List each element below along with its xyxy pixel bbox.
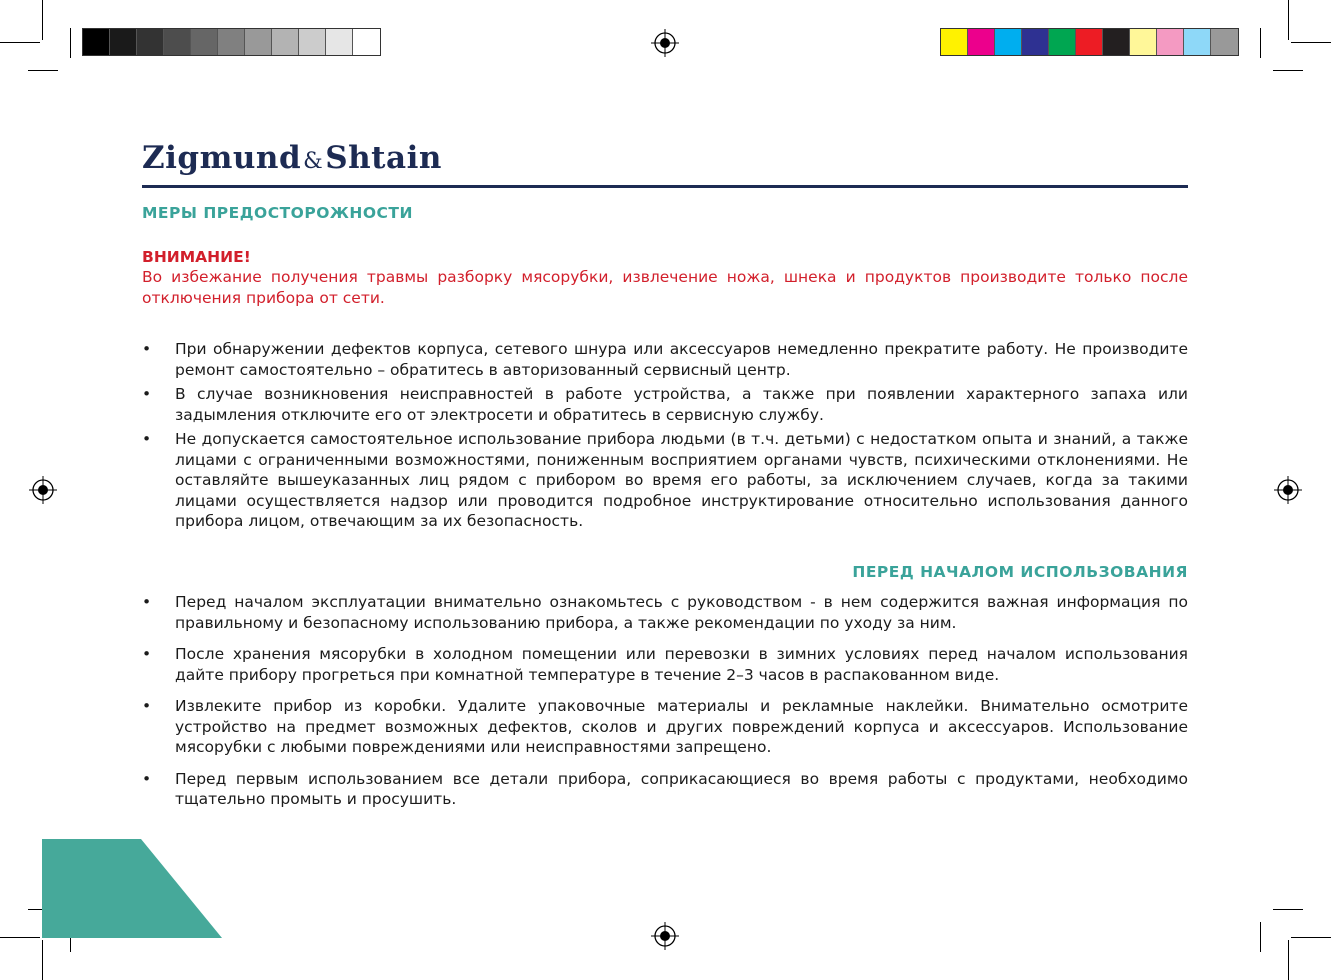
crop-mark [1260,922,1261,952]
gray-swatch [137,29,164,55]
registration-mark-icon [29,476,57,504]
section-title-before-use: ПЕРЕД НАЧАЛОМ ИСПОЛЬЗОВАНИЯ [852,562,1188,581]
bullet-icon: • [142,385,152,403]
gray-swatch [164,29,191,55]
warning-text: Во избежание получения травмы разборку мясорубки, извлечение ножа, шнека и продуктов производите только после отключения прибора от сети. [142,268,1188,307]
list-item [142,592,1188,633]
crop-mark [42,940,43,980]
gray-swatch [272,29,299,55]
grayscale-calibration-strip [82,28,381,56]
list-item-text: Не допускается самостоятельное использование прибора людьми (в т.ч. детьми) с недостатком опыта и знаний, а также лицами с ограниченными возможностями, пониженным восприятием органами чувств, психическими отклонениями. Не оставляйте вышеуказанных лиц рядом с прибором во время его работы, за исключением случаев, когда за такими лицами осуществляется надзор или проводится подробное инструктирование относительно использования данного прибора лицом, отвечающим за их безопасность. [175,430,1188,530]
color-swatch [1157,29,1184,55]
color-swatch [1076,29,1103,55]
list-item [142,384,1188,425]
gray-swatch [218,29,245,55]
color-swatch [1184,29,1211,55]
crop-mark [1291,42,1331,43]
list-item [142,429,1188,532]
logo-part1: Zigmund [142,140,302,176]
registration-mark-icon [651,922,679,950]
before-use-list [142,592,1188,810]
crop-mark [0,42,40,43]
gray-swatch [83,29,110,55]
bullet-icon: • [142,769,152,788]
bullet-icon: • [142,697,152,715]
gray-swatch [299,29,326,55]
bullet-icon: • [142,430,152,448]
logo-part2: Shtain [325,140,442,176]
color-swatch [995,29,1022,55]
list-item-text: Перед первым использованием все детали прибора, соприкасающиеся во время работы с продуктами, необходимо тщательно промыть и просушить. [175,769,1188,808]
list-item-text: В случае возникновения неисправностей в работе устройства, а также при появлении характерного запаха или задымления отключите его от электросети и обратитесь в сервисную службу. [175,385,1188,424]
list-item [142,696,1188,758]
gray-swatch [110,29,137,55]
list-item-text: Извлеките прибор из коробки. Удалите упаковочные материалы и рекламные наклейки. Внимательно осмотрите устройство на предмет возможных дефектов, сколов и других повреждений корпуса и аксессуаров. Использование мясорубки с любыми повреждениями или неисправностями запрещено. [175,697,1188,756]
list-item [142,769,1188,810]
color-calibration-strip [940,28,1239,56]
warning-title: ВНИМАНИЕ! [142,247,251,266]
crop-mark [70,28,71,58]
header-divider [142,185,1188,188]
corner-decoration [42,839,222,938]
gray-swatch [326,29,353,55]
color-swatch [941,29,968,55]
list-item-text: Перед началом эксплуатации внимательно ознакомьтесь с руководством - в нем содержится важная информация по правильному и безопасному использованию прибора, а также рекомендации по уходу за ним. [175,593,1188,632]
crop-mark [28,70,58,71]
bullet-icon: • [142,340,152,358]
precautions-list [142,339,1188,532]
gray-swatch [191,29,218,55]
color-swatch [1103,29,1130,55]
crop-mark [1273,909,1303,910]
bullet-icon: • [142,593,152,611]
bullet-icon: • [142,645,152,663]
crop-mark [1260,28,1261,58]
registration-mark-icon [1274,476,1302,504]
section-title-precautions: МЕРЫ ПРЕДОСТОРОЖНОСТИ [142,204,413,222]
color-swatch [1022,29,1049,55]
color-swatch [968,29,995,55]
crop-mark [1288,0,1289,40]
crop-mark [42,0,43,40]
list-item [142,339,1188,380]
logo-ampersand: & [303,149,324,174]
gray-swatch [353,29,380,55]
color-swatch [1211,29,1238,55]
list-item-text: После хранения мясорубки в холодном помещении или перевозки в зимних условиях перед началом использования дайте прибору прогреться при комнатной температуре в течение 2–3 часов в распакованном виде. [175,645,1188,684]
list-item-text: При обнаружении дефектов корпуса, сетевого шнура или аксессуаров немедленно прекратите работу. Не производите ремонт самостоятельно – обратитесь в авторизованный сервисный центр. [175,340,1188,379]
color-swatch [1130,29,1157,55]
page-content [142,203,1188,821]
crop-mark [0,937,40,938]
brand-logo [142,140,442,176]
registration-mark-icon [651,29,679,57]
list-item [142,644,1188,685]
crop-mark [1288,940,1289,980]
gray-swatch [245,29,272,55]
color-swatch [1049,29,1076,55]
crop-mark [1273,70,1303,71]
crop-mark [1291,937,1331,938]
